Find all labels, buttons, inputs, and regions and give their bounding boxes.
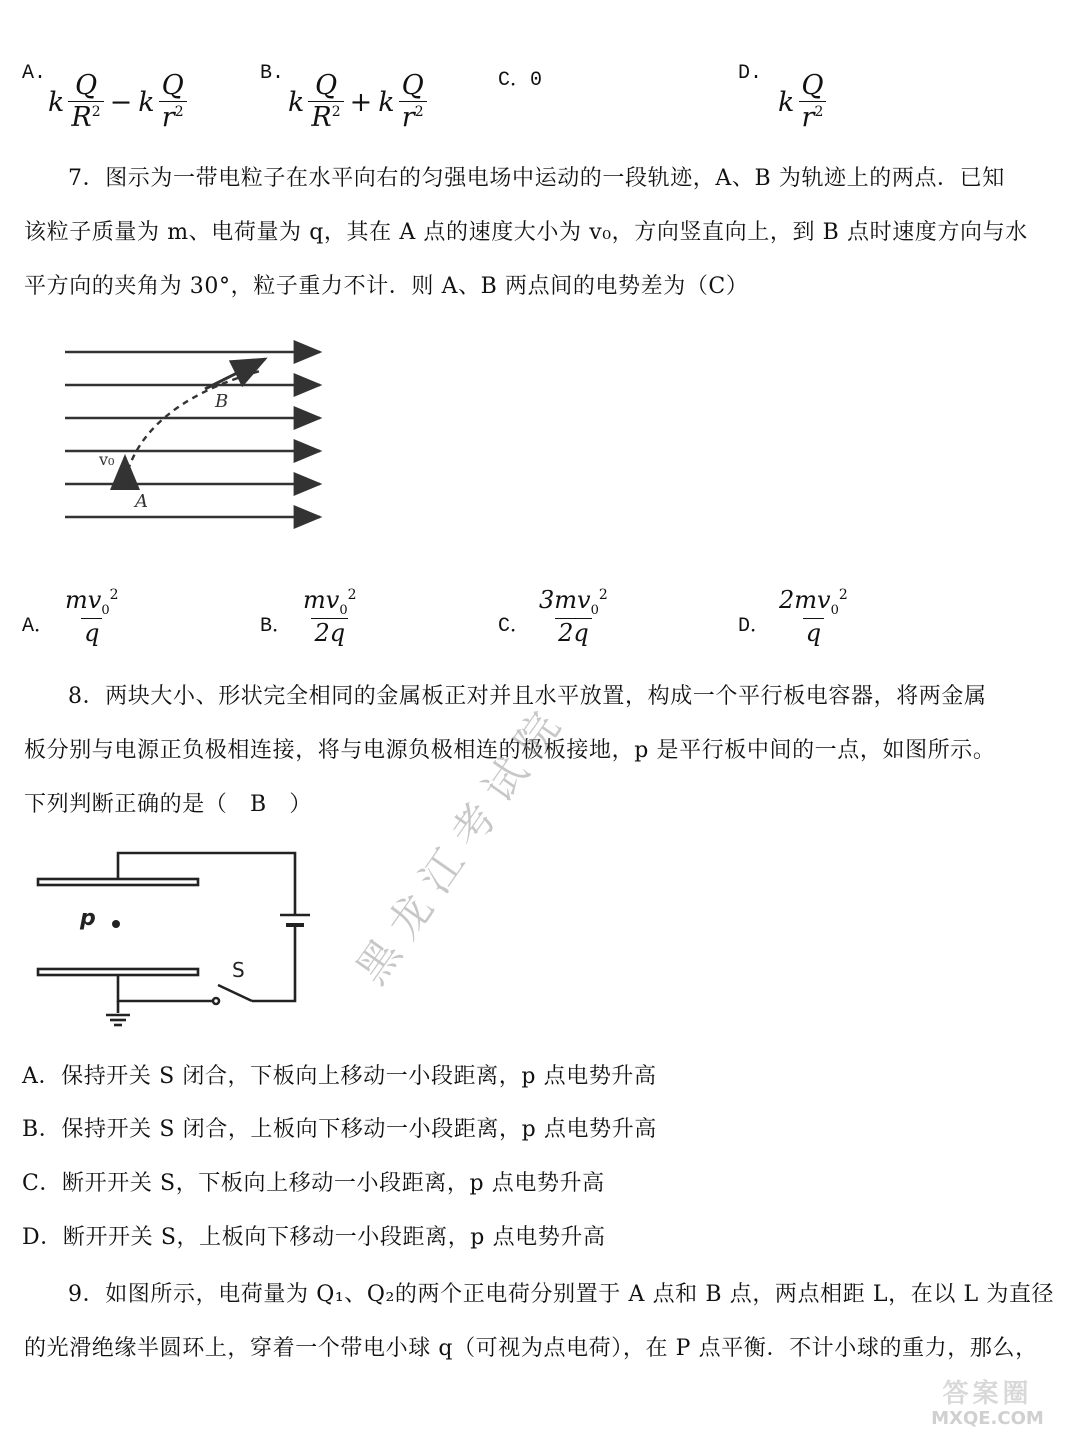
switch-blade — [218, 985, 252, 1001]
q8-option-c: C．断开开关 S，下板向上移动一小段距离，p 点电势升高 — [22, 1171, 605, 1196]
point-a — [121, 479, 129, 487]
bottom-plate — [38, 969, 198, 975]
q8-capacitor-circuit-figure — [30, 845, 310, 1035]
exam-watermark: 黑 龙 江 考 试 院 — [346, 703, 570, 993]
q8-option-d: D．断开开关 S，上板向下移动一小段距离，p 点电势升高 — [22, 1225, 606, 1250]
formula-k: k — [138, 86, 155, 118]
operator: − — [109, 86, 133, 118]
q8-line-2: 板分别与电源正负极相连接，将与电源负极相连的极板接地，p 是平行板中间的一点，如图所示。 — [24, 738, 996, 763]
formula — [48, 72, 187, 133]
fraction: $\frac{Q}{R^2}$ — [308, 72, 343, 133]
formula: k $\frac{Q}{R^2}$ + k $\frac{Q}{r^2}$ — [288, 72, 427, 133]
fraction: $\frac{mv_0^2}{2q}$ — [303, 586, 357, 648]
fraction: $\frac{mv_0^2}{q}$ — [65, 586, 119, 648]
q9-line-2: 的光滑绝缘半圆环上，穿着一个带电小球 q（可视为点电荷），在 P 点平衡．不计小球的重力，那么， — [24, 1336, 1038, 1361]
logo-text-url: MXQE.COM — [931, 1408, 1044, 1429]
ground-wire — [118, 975, 213, 1001]
logo-text-cn: 答案圈 — [942, 1379, 1033, 1409]
label-p: p — [80, 906, 96, 931]
label-s: S — [232, 958, 245, 982]
q8-option-b: B．保持开关 S 闭合，上板向下移动一小段距离，p 点电势升高 — [22, 1117, 657, 1142]
q8-line-1: 8．两块大小、形状完全相同的金属板正对并且水平放置，构成一个平行板电容器，将两金属 — [68, 684, 987, 709]
option-label: B. — [260, 62, 285, 85]
trajectory-curve — [125, 371, 260, 481]
q8-option-a: A．保持开关 S 闭合，下板向上移动一小段距离，p 点电势升高 — [22, 1064, 657, 1089]
fraction: $\frac{3mv_0^2}{2q}$ — [539, 586, 608, 648]
q9-line-1: 9．如图所示，电荷量为 Q₁、Q₂的两个正电荷分别置于 A 点和 B 点，两点相距 L，在以 L 为直径 — [68, 1282, 1055, 1307]
option-label: D. — [738, 62, 763, 85]
fraction: $\frac{Q}{r^2}$ — [399, 72, 427, 133]
q8-line-3: 下列判断正确的是（ B ） — [24, 792, 312, 817]
fraction: $\frac{Q}{r^2}$ — [159, 72, 187, 133]
field-lines — [65, 352, 320, 517]
q7-line-3: 平方向的夹角为 30°，粒子重力不计．则 A、B 两点间的电势差为（C） — [24, 274, 749, 299]
point-p — [112, 920, 120, 928]
fraction: $\frac{Q}{R^2}$ — [68, 72, 103, 133]
q7-line-2: 该粒子质量为 m、电荷量为 q，其在 A 点的速度大小为 v₀，方向竖直向上，到 B 点时速度方向与水 — [24, 220, 1028, 245]
option-label: A. — [22, 62, 47, 85]
label-a: A — [135, 491, 148, 512]
top-plate — [38, 879, 198, 885]
site-logo — [900, 1380, 1075, 1434]
fraction: $\frac{2mv_0^2}{q}$ — [779, 586, 848, 648]
q6-option-c: C．0 — [498, 69, 543, 92]
fraction: $\frac{Q}{r^2}$ — [798, 72, 826, 133]
formula: k $\frac{Q}{r^2}$ — [778, 72, 827, 133]
bottom-wire — [252, 925, 295, 1001]
switch-contact — [213, 998, 219, 1004]
label-v0: v₀ — [99, 450, 115, 469]
formula-k: k — [48, 86, 65, 118]
label-b: B — [215, 391, 229, 412]
q7-electric-field-figure — [55, 335, 335, 530]
q7-line-1: 7．图示为一带电粒子在水平向右的匀强电场中运动的一段轨迹，A、B 为轨迹上的两点．已知 — [68, 166, 1005, 191]
